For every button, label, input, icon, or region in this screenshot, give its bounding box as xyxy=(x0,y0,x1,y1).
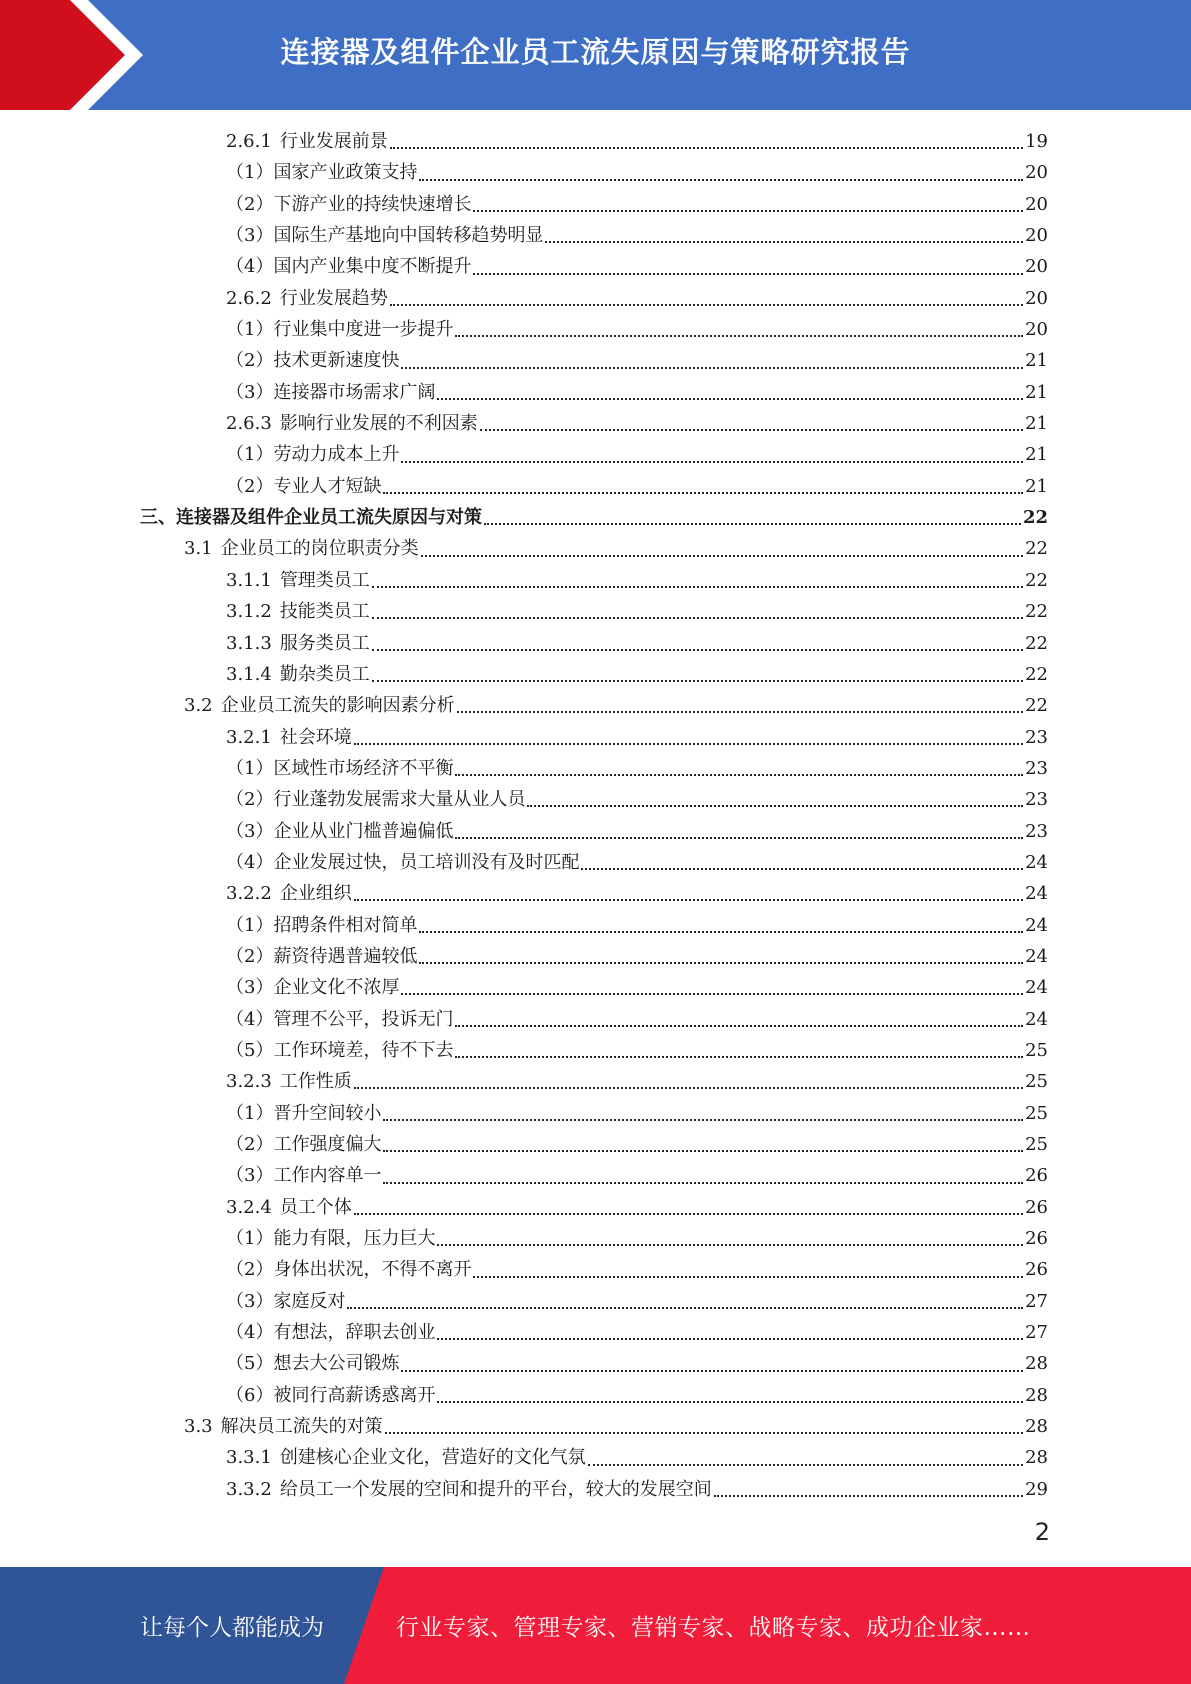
toc-entry-title: 国际生产基地向中国转移趋势明显 xyxy=(273,225,544,247)
toc-entry-number: （1） xyxy=(226,1102,274,1124)
toc-dot-leader xyxy=(437,397,1023,400)
toc-entry[interactable] xyxy=(140,1474,1048,1505)
toc-dot-leader xyxy=(480,428,1023,431)
toc-dot-leader xyxy=(354,1086,1023,1089)
page-footer xyxy=(0,1567,1191,1684)
toc-dot-leader xyxy=(354,742,1023,745)
toc-dot-leader xyxy=(545,240,1023,243)
toc-entry-page: 22 xyxy=(1025,601,1048,623)
toc-entry-page: 28 xyxy=(1025,1447,1048,1469)
toc-entry-number: 3.1.4 xyxy=(226,663,272,685)
toc-entry-number: 3.1.3 xyxy=(226,632,272,654)
toc-entry-title: 行业集中度进一步提升 xyxy=(273,319,454,341)
toc-entry[interactable] xyxy=(140,1442,1048,1473)
toc-dot-leader xyxy=(714,1494,1023,1497)
toc-entry-title: 企业发展过快，员工培训没有及时匹配 xyxy=(273,851,580,873)
toc-entry-title: 能力有限，压力巨大 xyxy=(273,1228,436,1250)
toc-entry[interactable] xyxy=(140,408,1048,439)
toc-entry-title: 有想法，辞职去创业 xyxy=(273,1322,436,1344)
toc-entry[interactable] xyxy=(140,251,1048,282)
toc-dot-leader xyxy=(383,1149,1023,1152)
toc-entry-page: 28 xyxy=(1025,1416,1048,1438)
toc-dot-leader xyxy=(455,334,1023,337)
page-number: 2 xyxy=(1034,1518,1050,1546)
toc-entry-page: 21 xyxy=(1025,413,1048,435)
toc-entry[interactable] xyxy=(140,1317,1048,1348)
toc-entry-title: 劳动力成本上升 xyxy=(273,444,400,466)
toc-entry[interactable] xyxy=(140,628,1048,659)
toc-entry-number: （2） xyxy=(226,475,274,497)
toc-entry-page: 22 xyxy=(1022,507,1048,529)
toc-entry-number: （5） xyxy=(226,1353,274,1375)
toc-dot-leader xyxy=(473,1275,1023,1278)
toc-entry[interactable] xyxy=(140,659,1048,690)
toc-entry-title: 技术更新速度快 xyxy=(273,350,400,372)
toc-entry-number: （3） xyxy=(226,225,274,247)
toc-entry-title: 国家产业政策支持 xyxy=(273,162,418,184)
toc-entry-page: 25 xyxy=(1025,1039,1048,1061)
toc-entry-title: 工作性质 xyxy=(279,1071,352,1093)
toc-entry[interactable] xyxy=(140,471,1048,502)
toc-entry-title: 给员工一个发展的空间和提升的平台，较大的发展空间 xyxy=(279,1478,712,1500)
toc-entry-page: 22 xyxy=(1025,663,1048,685)
toc-entry[interactable] xyxy=(140,941,1048,972)
toc-entry-page: 24 xyxy=(1025,945,1048,967)
toc-dot-leader xyxy=(401,366,1023,369)
toc-entry[interactable] xyxy=(140,722,1048,753)
toc-entry[interactable] xyxy=(140,377,1048,408)
toc-dot-leader xyxy=(455,773,1023,776)
toc-entry[interactable] xyxy=(140,439,1048,470)
toc-entry-number: 3.2.4 xyxy=(226,1196,272,1218)
toc-entry-title: 连接器市场需求广阔 xyxy=(273,381,436,403)
toc-entry[interactable] xyxy=(140,1098,1048,1129)
toc-entry-title: 身体出状况，不得不离开 xyxy=(273,1259,472,1281)
toc-entry-number: （4） xyxy=(226,1322,274,1344)
toc-entry-title: 技能类员工 xyxy=(279,601,370,623)
toc-entry-number: 2.6.3 xyxy=(226,413,272,435)
toc-entry[interactable] xyxy=(140,847,1048,878)
toc-dot-leader xyxy=(383,1181,1023,1184)
toc-entry[interactable] xyxy=(140,690,1048,721)
toc-entry-number: （3） xyxy=(226,381,274,403)
toc-entry-page: 25 xyxy=(1025,1071,1048,1093)
toc-entry-number: （1） xyxy=(226,444,274,466)
toc-entry-number: 3.1.2 xyxy=(226,601,272,623)
toc-dot-leader xyxy=(401,992,1023,995)
toc-dot-leader xyxy=(354,1212,1023,1215)
toc-entry-title: 影响行业发展的不利因素 xyxy=(279,413,478,435)
toc-entry[interactable] xyxy=(140,1380,1048,1411)
toc-dot-leader xyxy=(527,804,1023,807)
toc-entry-number: 3.3.2 xyxy=(226,1478,272,1500)
toc-entry-title: 企业员工流失的影响因素分析 xyxy=(220,695,455,717)
toc-dot-leader xyxy=(372,585,1023,588)
toc-dot-leader xyxy=(383,1118,1023,1121)
toc-entry-title: 国内产业集中度不断提升 xyxy=(273,256,472,278)
toc-entry-page: 21 xyxy=(1025,350,1048,372)
toc-dot-leader xyxy=(457,710,1023,713)
toc-entry[interactable] xyxy=(140,753,1048,784)
toc-entry[interactable] xyxy=(140,220,1048,251)
toc-entry-title: 管理类员工 xyxy=(279,569,370,591)
toc-entry-title: 专业人才短缺 xyxy=(273,475,382,497)
footer-slogan-left: 让每个人都能成为 xyxy=(140,1615,324,1641)
toc-entry-title: 工作环境差，待不下去 xyxy=(273,1039,454,1061)
toc-entry-number: 3.3.1 xyxy=(226,1447,272,1469)
toc-entry[interactable] xyxy=(140,1348,1048,1379)
toc-entry-number: （1） xyxy=(226,319,274,341)
toc-entry-number: （3） xyxy=(226,1165,274,1187)
toc-dot-leader xyxy=(588,1463,1023,1466)
toc-entry-title: 企业员工的岗位职责分类 xyxy=(220,538,419,560)
toc-entry-number: （2） xyxy=(226,1259,274,1281)
page-header xyxy=(0,0,1191,110)
toc-entry-page: 24 xyxy=(1025,1008,1048,1030)
toc-entry-number: （6） xyxy=(226,1384,274,1406)
toc-entry-page: 20 xyxy=(1025,256,1048,278)
toc-dot-leader xyxy=(354,898,1023,901)
toc-entry-title: 行业发展趋势 xyxy=(279,287,388,309)
toc-entry-number: 3.3 xyxy=(184,1416,213,1438)
toc-entry-title: 想去大公司锻炼 xyxy=(273,1353,400,1375)
toc-entry[interactable] xyxy=(140,126,1048,157)
toc-entry-title: 行业发展前景 xyxy=(279,131,388,152)
toc-entry-title: 三、连接器及组件企业员工流失原因与对策 xyxy=(140,507,482,529)
toc-entry[interactable] xyxy=(140,1004,1048,1035)
toc-entry[interactable] xyxy=(140,816,1048,847)
toc-entry[interactable] xyxy=(140,533,1048,564)
toc-entry[interactable] xyxy=(140,1411,1048,1442)
toc-dot-leader xyxy=(347,1306,1023,1309)
toc-entry[interactable] xyxy=(140,1286,1048,1317)
toc-dot-leader xyxy=(484,522,1021,525)
toc-entry-page: 27 xyxy=(1025,1322,1048,1344)
toc-entry-page: 22 xyxy=(1025,632,1048,654)
toc-entry-title: 勤杂类员工 xyxy=(279,663,370,685)
toc-entry-number: （1） xyxy=(226,914,274,936)
toc-entry-page: 27 xyxy=(1025,1290,1048,1312)
toc-entry-page: 22 xyxy=(1025,538,1048,560)
toc-entry[interactable] xyxy=(140,784,1048,815)
toc-entry-page: 26 xyxy=(1025,1228,1048,1250)
toc-entry-page: 25 xyxy=(1025,1134,1048,1155)
toc-entry-title: 解决员工流失的对策 xyxy=(220,1416,383,1438)
toc-entry[interactable] xyxy=(140,1254,1048,1285)
toc-entry-number: （2） xyxy=(226,1134,274,1155)
toc-dot-leader xyxy=(390,146,1023,149)
toc-dot-leader xyxy=(421,554,1023,557)
toc-entry-number: （1） xyxy=(226,1228,274,1250)
toc-dot-leader xyxy=(419,930,1023,933)
toc-entry[interactable] xyxy=(140,596,1048,627)
toc-dot-leader xyxy=(401,460,1023,463)
toc-entry-page: 19 xyxy=(1025,131,1048,152)
toc-entry[interactable] xyxy=(140,502,1048,533)
header-arrow-icon xyxy=(0,0,150,110)
toc-entry-number: （4） xyxy=(226,1008,274,1030)
toc-entry-number: （2） xyxy=(226,945,274,967)
toc-entry[interactable] xyxy=(140,565,1048,596)
toc-entry-title: 工作内容单一 xyxy=(273,1165,382,1187)
toc-dot-leader xyxy=(455,836,1023,839)
toc-entry-number: （2） xyxy=(226,789,274,811)
toc-entry-title: 家庭反对 xyxy=(273,1290,346,1312)
toc-dot-leader xyxy=(455,1024,1023,1027)
toc-entry[interactable] xyxy=(140,1066,1048,1097)
toc-entry-page: 21 xyxy=(1025,444,1048,466)
toc-entry-title: 被同行高薪诱惑离开 xyxy=(273,1384,436,1406)
toc-dot-leader xyxy=(437,1337,1023,1340)
toc-entry-number: （5） xyxy=(226,1039,274,1061)
toc-entry-page: 28 xyxy=(1025,1353,1048,1375)
toc-entry-title: 企业从业门槛普遍偏低 xyxy=(273,820,454,842)
toc-dot-leader xyxy=(383,491,1023,494)
toc-entry[interactable] xyxy=(140,878,1048,909)
toc-entry-page: 20 xyxy=(1025,287,1048,309)
toc-entry-page: 22 xyxy=(1025,569,1048,591)
toc-entry-number: （4） xyxy=(226,256,274,278)
toc-entry-page: 23 xyxy=(1025,726,1048,748)
toc-entry-page: 21 xyxy=(1025,475,1048,497)
toc-entry-title: 行业蓬勃发展需求大量从业人员 xyxy=(273,789,526,811)
toc-entry-page: 23 xyxy=(1025,820,1048,842)
toc-entry-page: 21 xyxy=(1025,381,1048,403)
toc-entry-title: 招聘条件相对简单 xyxy=(273,914,418,936)
toc-dot-leader xyxy=(372,648,1023,651)
toc-dot-leader xyxy=(390,303,1023,306)
toc-entry[interactable] xyxy=(140,1160,1048,1191)
toc-entry-title: 工作强度偏大 xyxy=(273,1134,382,1155)
toc-entry-page: 24 xyxy=(1025,977,1048,999)
toc-entry-number: （4） xyxy=(226,851,274,873)
toc-entry[interactable] xyxy=(140,189,1048,220)
toc-entry[interactable] xyxy=(140,1035,1048,1066)
toc-dot-leader xyxy=(419,178,1023,181)
toc-entry-number: （1） xyxy=(226,162,274,184)
toc-entry[interactable] xyxy=(140,345,1048,376)
toc-entry-number: （3） xyxy=(226,1290,274,1312)
toc-entry-title: 创建核心企业文化，营造好的文化气氛 xyxy=(279,1447,586,1469)
toc-dot-leader xyxy=(437,1243,1023,1246)
toc-dot-leader xyxy=(385,1431,1023,1434)
toc-entry[interactable] xyxy=(140,157,1048,188)
toc-entry-page: 28 xyxy=(1025,1384,1048,1406)
toc-entry-number: （1） xyxy=(226,757,274,779)
toc-entry-title: 区域性市场经济不平衡 xyxy=(273,757,454,779)
toc-entry-title: 社会环境 xyxy=(279,726,352,748)
toc-entry-number: 3.2 xyxy=(184,695,213,717)
toc-entry-page: 29 xyxy=(1025,1478,1048,1500)
toc-entry-page: 23 xyxy=(1025,789,1048,811)
toc-entry-number: 2.6.1 xyxy=(226,131,272,152)
toc-entry-page: 20 xyxy=(1025,225,1048,247)
toc-entry-title: 管理不公平，投诉无门 xyxy=(273,1008,454,1030)
toc-entry-number: （3） xyxy=(226,820,274,842)
report-title: 连接器及组件企业员工流失原因与策略研究报告 xyxy=(280,34,911,69)
toc-dot-leader xyxy=(473,209,1023,212)
toc-entry[interactable] xyxy=(140,1192,1048,1223)
toc-entry-page: 26 xyxy=(1025,1165,1048,1187)
toc-entry[interactable] xyxy=(140,1129,1048,1160)
toc-entry-title: 员工个体 xyxy=(279,1196,352,1218)
toc-entry-title: 企业组织 xyxy=(279,883,352,905)
toc-dot-leader xyxy=(372,616,1023,619)
toc-dot-leader xyxy=(419,961,1023,964)
toc-entry[interactable] xyxy=(140,972,1048,1003)
toc-entry-page: 20 xyxy=(1025,162,1048,184)
toc-entry-title: 企业文化不浓厚 xyxy=(273,977,400,999)
toc-entry-title: 晋升空间较小 xyxy=(273,1102,382,1124)
toc-entry-page: 20 xyxy=(1025,319,1048,341)
toc-entry-title: 薪资待遇普遍较低 xyxy=(273,945,418,967)
toc-entry-number: 2.6.2 xyxy=(226,287,272,309)
toc-entry-page: 20 xyxy=(1025,193,1048,215)
toc-entry[interactable] xyxy=(140,1223,1048,1254)
toc-entry-page: 24 xyxy=(1025,914,1048,936)
footer-slogan-right: 行业专家、管理专家、营销专家、战略专家、成功企业家…… xyxy=(396,1615,1031,1641)
toc-entry-page: 26 xyxy=(1025,1259,1048,1281)
table-of-contents xyxy=(140,126,1048,1505)
toc-dot-leader xyxy=(437,1400,1023,1403)
toc-entry-page: 24 xyxy=(1025,851,1048,873)
toc-entry-number: 3.2.1 xyxy=(226,726,272,748)
toc-dot-leader xyxy=(581,867,1023,870)
toc-entry-number: （3） xyxy=(226,977,274,999)
toc-entry[interactable] xyxy=(140,314,1048,345)
toc-entry-page: 22 xyxy=(1025,695,1048,717)
toc-entry-number: （2） xyxy=(226,193,274,215)
toc-dot-leader xyxy=(401,1369,1023,1372)
toc-entry-page: 23 xyxy=(1025,757,1048,779)
toc-dot-leader xyxy=(455,1055,1023,1058)
toc-dot-leader xyxy=(473,272,1023,275)
toc-entry-number: 3.1.1 xyxy=(226,569,272,591)
toc-entry[interactable] xyxy=(140,283,1048,314)
toc-entry-number: （2） xyxy=(226,350,274,372)
toc-entry-page: 24 xyxy=(1025,883,1048,905)
toc-entry-number: 3.1 xyxy=(184,538,213,560)
toc-entry-number: 3.2.2 xyxy=(226,883,272,905)
toc-entry-number: 3.2.3 xyxy=(226,1071,272,1093)
toc-entry-page: 25 xyxy=(1025,1102,1048,1124)
toc-dot-leader xyxy=(372,679,1023,682)
toc-entry-title: 下游产业的持续快速增长 xyxy=(273,193,472,215)
toc-entry[interactable] xyxy=(140,910,1048,941)
toc-entry-page: 26 xyxy=(1025,1196,1048,1218)
toc-entry-title: 服务类员工 xyxy=(279,632,370,654)
